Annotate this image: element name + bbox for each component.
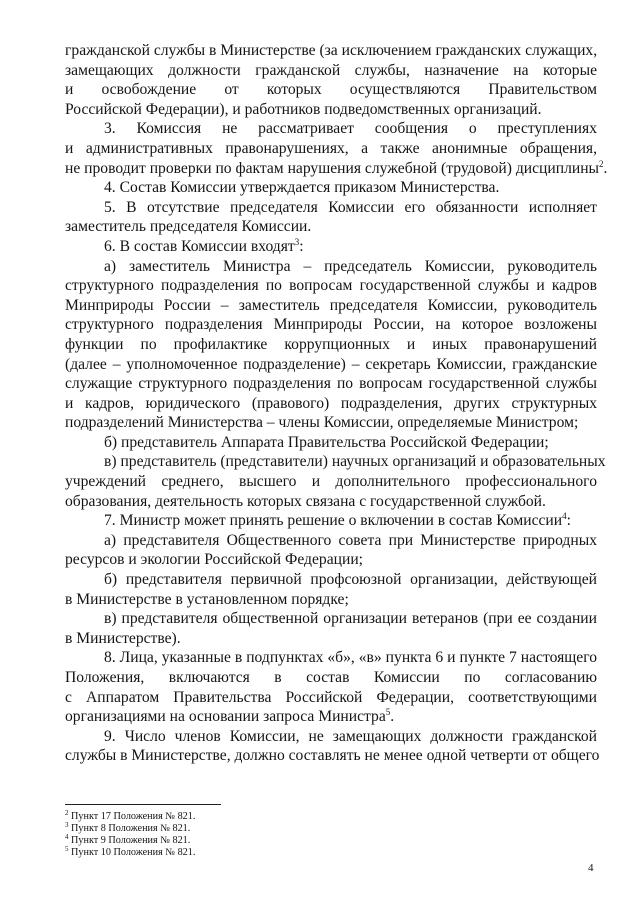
line-text: служащие структурного подразделения по вопросам государственной службы <box>65 375 597 393</box>
line-text: а) представителя Общественного совета при Министерстве природных <box>104 531 597 549</box>
text-line <box>65 609 597 629</box>
text-line <box>65 335 597 355</box>
text-line <box>65 413 597 433</box>
text-line <box>65 590 597 610</box>
text-line <box>65 217 597 237</box>
footnote-number: 5 <box>65 845 69 853</box>
document-body <box>65 41 608 766</box>
text-line <box>65 492 597 512</box>
text-line <box>65 119 597 139</box>
line-text: образования, деятельность которых связана с государственной службой. <box>65 492 546 510</box>
line-punctuation: : <box>299 237 304 255</box>
line-text: структурного подразделения Минприроды России, на которое возложены <box>65 316 597 334</box>
text-line <box>65 41 597 61</box>
line-text: замещающих должности гражданской службы, назначение на которые <box>65 61 597 79</box>
text-line <box>65 158 608 179</box>
line-text: с Аппаратом Правительства Российской Федерации, соответствующими <box>65 688 597 706</box>
line-text: 6. В состав Комиссии входят <box>104 237 295 255</box>
line-text: 9. Число членов Комиссии, не замещающих должности гражданской <box>104 727 597 745</box>
text-line <box>65 648 597 668</box>
line-text: б) представитель Аппарата Правительства Российской Федерации; <box>104 433 549 451</box>
footnote-text: Пункт 8 Положения № 821. <box>71 823 191 834</box>
line-text: и освобождение от которых осуществляются Правительством <box>65 81 597 99</box>
line-text: 3. Комиссия не рассматривает сообщения о преступлениях <box>104 120 597 138</box>
page-number: 4 <box>588 862 594 874</box>
text-line <box>65 394 597 414</box>
line-text: Минприроды России – заместитель председателя Комиссии, руководитель <box>65 296 597 314</box>
line-punctuation: : <box>566 512 571 530</box>
text-line <box>65 511 597 531</box>
line-text: не проводит проверки по фактам нарушения служебной (трудовой) дисциплины <box>65 159 600 177</box>
line-text: 4. Состав Комиссии утверждается приказом Министерства. <box>104 179 500 197</box>
text-line <box>65 374 597 394</box>
footnote-separator <box>65 804 221 805</box>
text-line <box>65 688 597 708</box>
text-line <box>65 178 597 198</box>
text-line <box>65 452 606 472</box>
text-line <box>65 355 597 375</box>
line-text: организациями на основании запроса Министра <box>65 708 386 726</box>
footnote-reference: 5 <box>385 707 391 718</box>
line-text: функции по профилактике коррупционных и иных правонарушений <box>65 335 597 353</box>
line-text: б) представителя первичной профсоюзной организации, действующей <box>104 571 597 589</box>
line-text: гражданской службы в Министерстве (за исключением гражданских служащих, <box>65 42 598 59</box>
line-text: в) представителя общественной организации ветеранов (при ее создании <box>104 610 597 628</box>
text-line <box>65 80 597 100</box>
text-line <box>65 237 597 257</box>
footnote-number: 3 <box>65 821 69 829</box>
footnote <box>65 847 365 859</box>
text-line <box>65 550 597 570</box>
text-line <box>65 276 597 296</box>
line-text: и административных правонарушениях, а также анонимные обращения, <box>65 139 597 157</box>
footnote <box>65 823 365 835</box>
footnote-reference: 3 <box>294 236 300 247</box>
line-text: учреждений среднего, высшего и дополнительного профессионального <box>65 473 597 491</box>
text-line <box>65 100 597 120</box>
footnote-number: 4 <box>65 833 69 841</box>
text-line <box>65 139 597 159</box>
text-line <box>65 570 597 590</box>
line-punctuation: . <box>390 708 395 726</box>
text-line <box>65 668 597 688</box>
text-line <box>65 198 597 218</box>
text-line <box>65 531 597 551</box>
text-line <box>65 629 597 649</box>
footnote <box>65 835 365 847</box>
text-line <box>65 433 597 453</box>
line-text: ресурсов и экологии Российской Федерации; <box>65 551 363 569</box>
line-text: (далее – уполномоченное подразделение) – секретарь Комиссии, гражданские <box>65 355 597 373</box>
footnote-reference: 2 <box>599 158 604 169</box>
text-line <box>65 315 597 335</box>
text-line <box>65 746 600 766</box>
text-line <box>65 707 597 727</box>
text-line <box>65 296 597 316</box>
text-line <box>65 472 597 492</box>
footnote-text: Пункт 9 Положения № 821. <box>71 835 191 846</box>
footnote-reference: 4 <box>562 511 567 522</box>
line-punctuation: . <box>603 159 608 177</box>
line-text: а) заместитель Министра – председатель Комиссии, руководитель <box>104 257 597 275</box>
footnote-text: Пункт 10 Положения № 821. <box>71 847 196 858</box>
line-text: заместитель председателя Комиссии. <box>65 218 312 236</box>
line-text: подразделений Министерства – члены Комиссии, определяемые Министром; <box>65 414 579 432</box>
line-text: в) представитель (представители) научных организаций и образовательных <box>104 453 606 471</box>
line-text: в Министерстве в установленном порядке; <box>65 590 349 608</box>
text-line <box>65 61 597 81</box>
line-text: 7. Министр может принять решение о включении в состав Комиссии <box>104 512 563 530</box>
footnotes <box>65 811 365 859</box>
footnote-text: Пункт 17 Положения № 821. <box>71 811 196 822</box>
line-text: Положения, включаются в состав Комиссии по согласованию <box>65 669 597 686</box>
line-text: в Министерстве). <box>65 629 181 647</box>
line-text: структурного подразделения по вопросам государственной службы и кадров <box>65 277 597 295</box>
line-text: 8. Лица, указанные в подпунктах «б», «в» пункта 6 и пункте 7 настоящего <box>104 649 597 667</box>
footnote <box>65 811 365 823</box>
line-text: Российской Федерации), и работников подведомственных организаций. <box>65 100 542 118</box>
text-line <box>65 257 597 277</box>
line-text: и кадров, юридического (правового) подразделения, других структурных <box>65 394 597 412</box>
line-text: 5. В отсутствие председателя Комиссии его обязанности исполняет <box>104 198 597 216</box>
text-line <box>65 727 597 747</box>
line-text: службы в Министерстве, должно составлять не менее одной четверти от общего <box>65 747 600 765</box>
footnote-number: 2 <box>65 809 69 817</box>
